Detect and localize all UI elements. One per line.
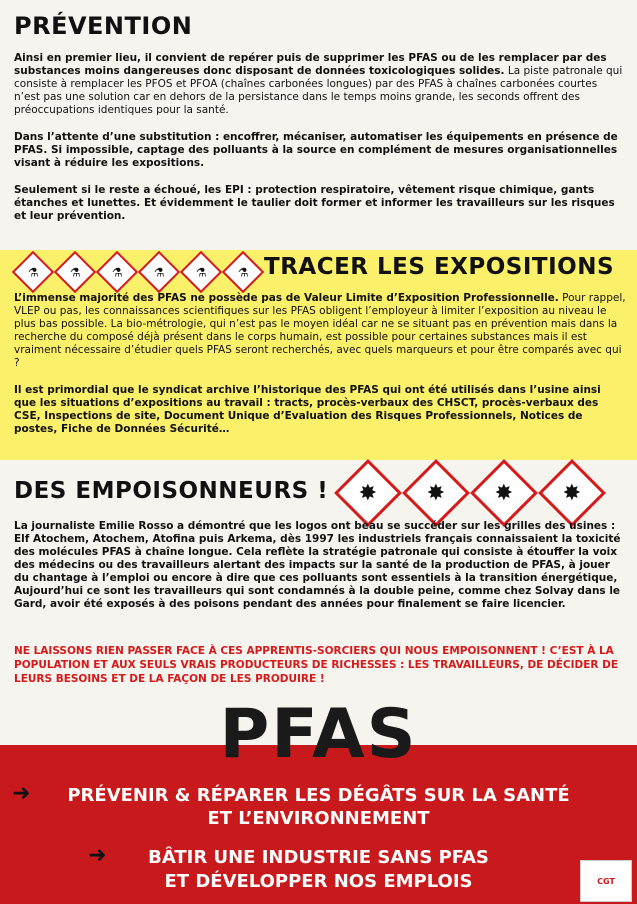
prevention-paragraph-3 (14, 184, 626, 223)
arrow-right-icon: ➜ (12, 781, 31, 806)
slogan-2-line-1: BÂTIR UNE INDUSTRIE SANS PFAS (148, 847, 489, 868)
health-hazard-row (335, 460, 605, 526)
prevention-p1-bold: Ainsi en premier lieu, il convient de repérer puis de supprimer les PFAS ou de les remplacer par des substances moins dangereuses donc disposant de données toxicologiques solides. (14, 52, 607, 77)
tracer-p1-bold: L’immense majorité des PFAS ne possède pas de Valeur Limite d’Exposition Professionnelle. (14, 292, 559, 304)
health-hazard-icon: ✸ (470, 459, 538, 527)
prevention-body (14, 52, 626, 237)
health-hazard-icon: ✸ (402, 459, 470, 527)
prevention-paragraph-2 (14, 131, 626, 170)
tracer-title: TRACER LES EXPOSITIONS (264, 254, 615, 280)
tracer-paragraph-2 (14, 384, 626, 436)
empoisonneurs-p1-bold: La journaliste Emilie Rosso a démontré que les logos ont beau se succéder sur les grilles des usines : Elf Atochem, Atochem, Atofina puis Arkema, dès 1997 les industriels français connaissaient la toxicité des molécules PFAS à chaîne longue. Cela reflète la stratégie patronale qui consiste à étouffer la voix des médecins ou des travailleurs alertant des impacts sur la santé de la production de PFAS, à jouer du chantage à l’emploi ou encore à dire que ces polluants sont essentiels à la transition énergétique, Aujourd’hui ce sont les travailleurs qui sont condamnés à la double peine, comme chez Solvay dans le Gard, avoir été exposés à des poisons pendant des années pour finalement se faire licencier. (14, 520, 621, 610)
corrosive-hazard-icon: ⚗ (138, 251, 180, 293)
tracer-p1-normal: Pour rappel, VLEP ou pas, les connaissances scientifiques sur les PFAS obligent l’employeur à limiter l’exposition au niveau le plus bas possible. La bio-métrologie, qui n’est pas le moyen idéal car ne se situant pas en prévention mais dans la recherche du composé déjà présent dans le corps humain, est possible pour certaines substances mais il est vraiment nécessaire d’étudier quels PFAS seront recherchés, avec quels marqueurs et pour être comparés avec qui ? (14, 292, 626, 369)
empoisonneurs-paragraph-1 (14, 520, 626, 611)
prevention-section (0, 0, 637, 250)
tracer-section (0, 250, 637, 460)
corrosive-hazard-row (14, 253, 262, 291)
prevention-title: PRÉVENTION (14, 12, 193, 40)
corrosive-hazard-icon: ⚗ (12, 251, 54, 293)
empoisonneurs-alert: NE LAISSONS RIEN PASSER FACE À CES APPRENTIS-SORCIERS QUI NOUS EMPOISONNENT ! C’EST À LA POPULATION ET AUX SEULS VRAIS PRODUCTEURS DE RICHESSES : LES TRAVAILLEURS, DE DÉCIDER DE LEURS BESOINS ET DE LA FAÇON DE LES PRODUIRE ! (14, 645, 619, 685)
health-hazard-icon: ✸ (334, 459, 402, 527)
cgt-logo-text: CGT (597, 876, 615, 886)
corrosive-hazard-icon: ⚗ (96, 251, 138, 293)
corrosive-hazard-icon: ⚗ (222, 251, 264, 293)
empoisonneurs-section (0, 460, 637, 700)
empoisonneurs-title: DES EMPOISONNEURS ! (14, 478, 329, 504)
arrow-right-icon: ➜ (88, 843, 107, 868)
prevention-p3-bold: Seulement si le reste a échoué, les EPI : protection respiratoire, vêtement risque chimique, gants étanches et lunettes. Et évidemment le taulier doit former et informer les travailleurs sur les risques et leur prévention. (14, 184, 615, 222)
empoisonneurs-body (14, 520, 626, 611)
prevention-paragraph-1 (14, 52, 626, 117)
tracer-paragraph-1 (14, 292, 626, 370)
health-hazard-icon: ✸ (538, 459, 606, 527)
slogan-1-line-1: PRÉVENIR & RÉPARER LES DÉGÂTS SUR LA SANTÉ (67, 785, 570, 806)
slogan-1-line-2: ET L’ENVIRONNEMENT (207, 808, 430, 829)
pfas-title: PFAS (219, 695, 418, 774)
corrosive-hazard-icon: ⚗ (180, 251, 222, 293)
tracer-p2-bold: Il est primordial que le syndicat archive l’historique des PFAS qui ont été utilisés dans l’usine ainsi que les situations d’expositions au travail : tracts, procès-verbaux des CHSCT, procès-verbaux des CSE, Inspections de site, Document Unique d’Evaluation des Risques Professionnels, Notices de postes, Fiche de Données Sécurité… (14, 384, 601, 435)
prevention-p1-normal: La piste patronale qui consiste à remplacer les PFOS et PFOA (chaînes carbonées longues) par des PFAS à chaînes carbonées courtes n’est pas une solution car en dehors de la persistance dans le temps moins grande, les seconds offrent des préoccupations identiques pour la santé. (14, 65, 623, 116)
tracer-body (14, 292, 626, 450)
cgt-logo (580, 860, 632, 902)
corrosive-hazard-icon: ⚗ (54, 251, 96, 293)
prevention-p2-bold: Dans l’attente d’une substitution : encoffrer, mécaniser, automatiser les équipements en présence de PFAS. Si impossible, captage des polluants à la source en complément de mesures organisationnelles visant à réduire les expositions. (14, 131, 618, 169)
slogan-2-line-2: ET DÉVELOPPER NOS EMPLOIS (164, 871, 473, 892)
